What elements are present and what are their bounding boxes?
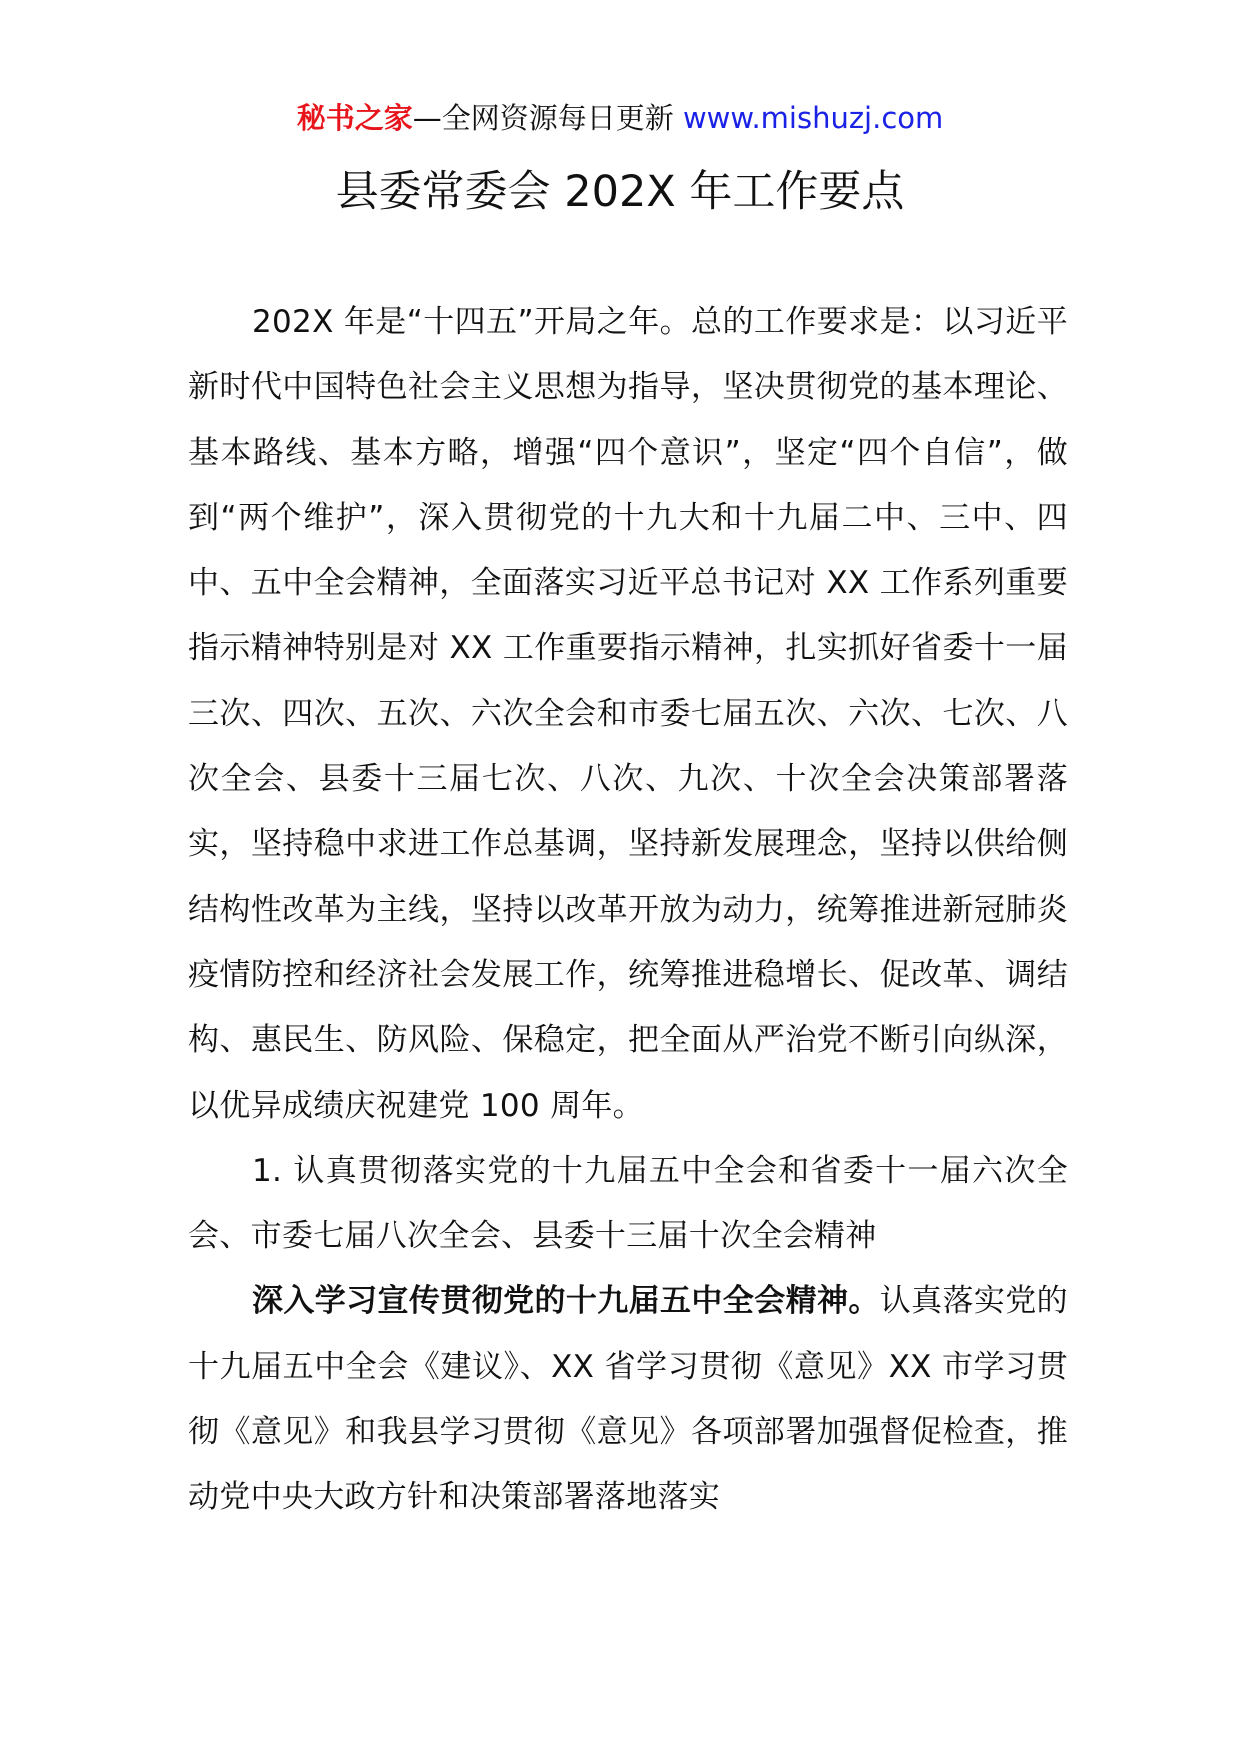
brand-name: 秘书之家 xyxy=(296,101,413,135)
header-tagline: —全网资源每日更新 xyxy=(412,101,683,135)
document-body xyxy=(188,290,1068,1531)
item-1-heading: 1. 认真贯彻落实党的十九届五中全会和省委十一届六次全会、市委七届八次全会、县委十三届十次全会精神 xyxy=(188,1152,1068,1255)
item-1-paragraph xyxy=(188,1269,1068,1530)
document-title: 县委常委会 202X 年工作要点 xyxy=(335,167,905,217)
item-1-body: 认真落实党的十九届五中全会《建议》、XX 省学习贯彻《意见》XX 市学习贯彻《意见》和我县学习贯彻《意见》各项部署加强督促检查，推动党中央大政方针和决策部署落地落实 xyxy=(188,1283,1068,1516)
site-header xyxy=(0,98,1240,138)
intro-paragraph: 202X 年是“十四五”开局之年。总的工作要求是：以习近平新时代中国特色社会主义思想为指导，坚决贯彻党的基本理论、基本路线、基本方略，增强“四个意识”，坚定“四个自信”，做到“两个维护”，深入贯彻党的十九大和十九届二中、三中、四中、五中全会精神，全面落实习近平总书记对 XX 工作系列重要指示精神特别是对 XX 工作重要指示精神，扎实抓好省委十一届三次、四次、五次、六次全会和市委七届五次、六次、七次、八次全会、县委十三届七次、八次、九次、十次全会决策部署落实，坚持稳中求进工作总基调，坚持新发展理念，坚持以供给侧结构性改革为主线，坚持以改革开放为动力，统筹推进新冠肺炎疫情防控和经济社会发展工作，统筹推进稳增长、促改革、调结构、惠民生、防风险、保稳定，把全面从严治党不断引向纵深，以优异成绩庆祝建党 100 周年。 xyxy=(188,304,1068,1124)
site-url-link[interactable]: www.mishuzj.com xyxy=(682,101,944,135)
item-1-lead: 深入学习宣传贯彻党的十九届五中全会精神。 xyxy=(252,1283,880,1320)
